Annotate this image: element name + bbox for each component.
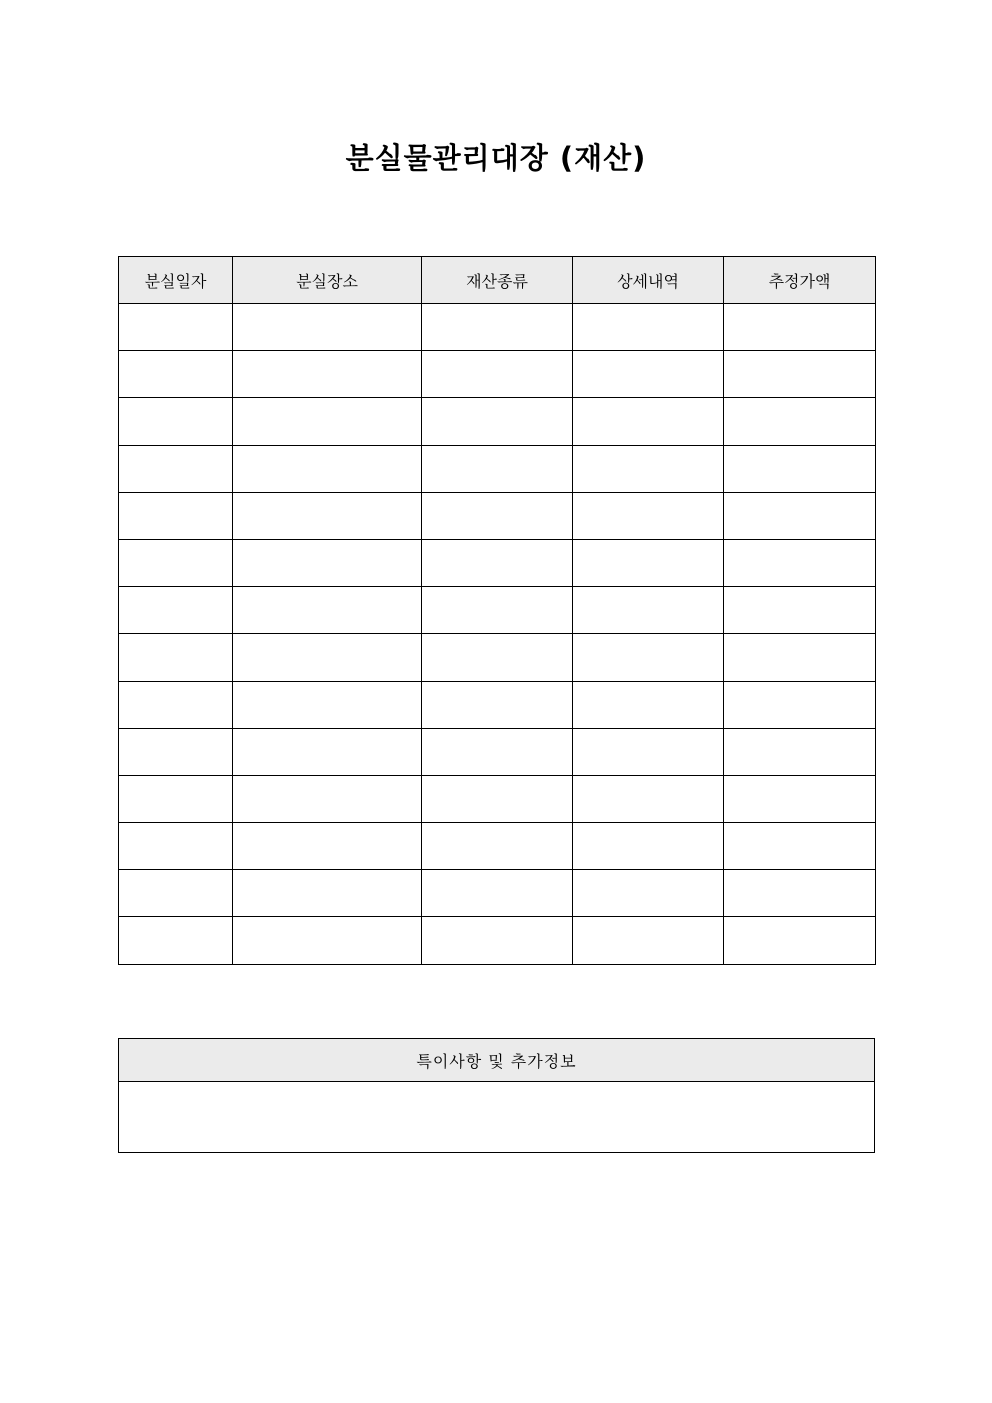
details-cell[interactable] bbox=[573, 634, 724, 681]
property-type-cell[interactable] bbox=[422, 398, 573, 445]
column-header-lost-date: 분실일자 bbox=[119, 257, 233, 304]
lost-date-cell[interactable] bbox=[119, 539, 233, 586]
notes-content-row bbox=[119, 1082, 875, 1153]
estimated-value-cell[interactable] bbox=[724, 445, 876, 492]
property-type-cell[interactable] bbox=[422, 681, 573, 728]
property-type-cell[interactable] bbox=[422, 492, 573, 539]
property-type-cell[interactable] bbox=[422, 870, 573, 917]
column-header-estimated-value: 추정가액 bbox=[724, 257, 876, 304]
table-row bbox=[119, 917, 876, 964]
notes-header-row bbox=[119, 1039, 875, 1082]
details-cell[interactable] bbox=[573, 539, 724, 586]
property-type-cell[interactable] bbox=[422, 775, 573, 822]
estimated-value-cell[interactable] bbox=[724, 304, 876, 351]
lost-date-cell[interactable] bbox=[119, 445, 233, 492]
estimated-value-cell[interactable] bbox=[724, 823, 876, 870]
estimated-value-cell[interactable] bbox=[724, 917, 876, 964]
details-cell[interactable] bbox=[573, 398, 724, 445]
notes-content-cell[interactable] bbox=[119, 1082, 875, 1153]
lost-date-cell[interactable] bbox=[119, 398, 233, 445]
table-row bbox=[119, 304, 876, 351]
lost-date-cell[interactable] bbox=[119, 681, 233, 728]
table-row bbox=[119, 492, 876, 539]
lost-place-cell[interactable] bbox=[233, 728, 422, 775]
lost-place-cell[interactable] bbox=[233, 917, 422, 964]
lost-place-cell[interactable] bbox=[233, 587, 422, 634]
notes-table bbox=[118, 1038, 875, 1153]
estimated-value-cell[interactable] bbox=[724, 587, 876, 634]
lost-date-cell[interactable] bbox=[119, 304, 233, 351]
lost-date-cell[interactable] bbox=[119, 634, 233, 681]
column-header-details: 상세내역 bbox=[573, 257, 724, 304]
estimated-value-cell[interactable] bbox=[724, 775, 876, 822]
table-row bbox=[119, 445, 876, 492]
notes-header: 특이사항 및 추가정보 bbox=[119, 1039, 875, 1082]
lost-date-cell[interactable] bbox=[119, 587, 233, 634]
table-row bbox=[119, 587, 876, 634]
lost-place-cell[interactable] bbox=[233, 681, 422, 728]
estimated-value-cell[interactable] bbox=[724, 398, 876, 445]
lost-place-cell[interactable] bbox=[233, 492, 422, 539]
page-title: 분실물관리대장 (재산) bbox=[345, 141, 647, 175]
lost-place-cell[interactable] bbox=[233, 351, 422, 398]
details-cell[interactable] bbox=[573, 728, 724, 775]
lost-place-cell[interactable] bbox=[233, 870, 422, 917]
estimated-value-cell[interactable] bbox=[724, 870, 876, 917]
lost-date-cell[interactable] bbox=[119, 823, 233, 870]
property-type-cell[interactable] bbox=[422, 587, 573, 634]
table-row bbox=[119, 351, 876, 398]
lost-place-cell[interactable] bbox=[233, 823, 422, 870]
estimated-value-cell[interactable] bbox=[724, 351, 876, 398]
property-type-cell[interactable] bbox=[422, 539, 573, 586]
details-cell[interactable] bbox=[573, 351, 724, 398]
details-cell[interactable] bbox=[573, 917, 724, 964]
column-header-lost-place: 분실장소 bbox=[233, 257, 422, 304]
lost-date-cell[interactable] bbox=[119, 917, 233, 964]
lost-place-cell[interactable] bbox=[233, 398, 422, 445]
details-cell[interactable] bbox=[573, 681, 724, 728]
lost-date-cell[interactable] bbox=[119, 351, 233, 398]
details-cell[interactable] bbox=[573, 587, 724, 634]
table-header-row bbox=[119, 257, 876, 304]
table-body bbox=[119, 304, 876, 965]
property-type-cell[interactable] bbox=[422, 304, 573, 351]
details-cell[interactable] bbox=[573, 870, 724, 917]
lost-date-cell[interactable] bbox=[119, 775, 233, 822]
lost-place-cell[interactable] bbox=[233, 539, 422, 586]
table-row bbox=[119, 681, 876, 728]
property-type-cell[interactable] bbox=[422, 634, 573, 681]
table-row bbox=[119, 539, 876, 586]
column-header-property-type: 재산종류 bbox=[422, 257, 573, 304]
lost-property-ledger-table bbox=[118, 256, 876, 965]
property-type-cell[interactable] bbox=[422, 823, 573, 870]
estimated-value-cell[interactable] bbox=[724, 492, 876, 539]
table-row bbox=[119, 823, 876, 870]
lost-place-cell[interactable] bbox=[233, 634, 422, 681]
table-row bbox=[119, 870, 876, 917]
details-cell[interactable] bbox=[573, 823, 724, 870]
estimated-value-cell[interactable] bbox=[724, 728, 876, 775]
lost-date-cell[interactable] bbox=[119, 870, 233, 917]
table-row bbox=[119, 728, 876, 775]
details-cell[interactable] bbox=[573, 445, 724, 492]
table-row bbox=[119, 634, 876, 681]
property-type-cell[interactable] bbox=[422, 728, 573, 775]
lost-place-cell[interactable] bbox=[233, 445, 422, 492]
lost-date-cell[interactable] bbox=[119, 728, 233, 775]
details-cell[interactable] bbox=[573, 304, 724, 351]
property-type-cell[interactable] bbox=[422, 351, 573, 398]
details-cell[interactable] bbox=[573, 492, 724, 539]
property-type-cell[interactable] bbox=[422, 917, 573, 964]
lost-place-cell[interactable] bbox=[233, 775, 422, 822]
table-row bbox=[119, 398, 876, 445]
estimated-value-cell[interactable] bbox=[724, 634, 876, 681]
estimated-value-cell[interactable] bbox=[724, 539, 876, 586]
estimated-value-cell[interactable] bbox=[724, 681, 876, 728]
property-type-cell[interactable] bbox=[422, 445, 573, 492]
table-row bbox=[119, 775, 876, 822]
lost-place-cell[interactable] bbox=[233, 304, 422, 351]
details-cell[interactable] bbox=[573, 775, 724, 822]
lost-date-cell[interactable] bbox=[119, 492, 233, 539]
